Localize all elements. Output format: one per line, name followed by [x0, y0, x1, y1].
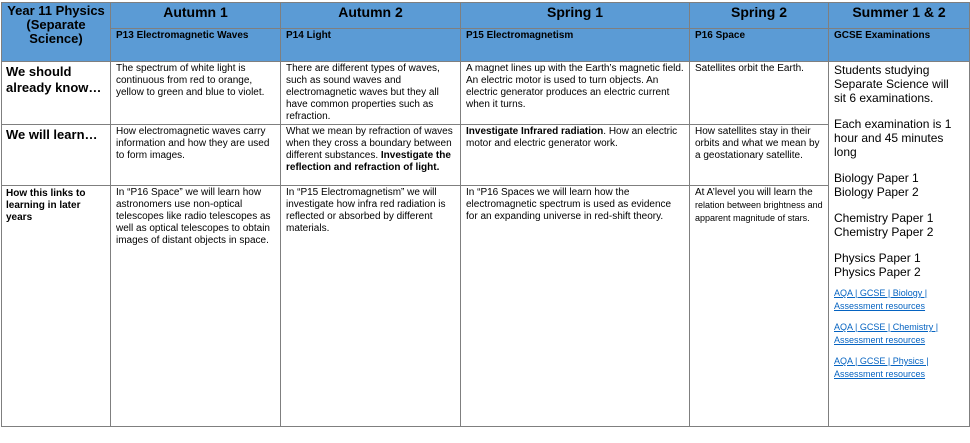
paper-physics-1: Physics Paper 1: [834, 251, 921, 265]
links-spring-1: In “P16 Spaces we will learn how the electromagnetic spectrum is used as evidence for an expanding universe in red-shift theory.: [461, 186, 690, 427]
links-spring-2: [690, 186, 829, 427]
link-aqa-chemistry[interactable]: AQA | GCSE | Chemistry | Assessment resources: [834, 322, 939, 345]
learn-spring-1: [461, 125, 690, 186]
topic-p15: P15 Electromagnetism: [461, 29, 690, 62]
paper-chemistry-2: Chemistry Paper 2: [834, 225, 934, 239]
topic-row: [2, 29, 970, 62]
learn-autumn-2: [281, 125, 461, 186]
links-autumn-2: In “P15 Electromagnetism” we will investigate how infra red radiation is reflected or absorbed by different materials.: [281, 186, 461, 427]
year-subject-title: Year 11 Physics (Separate Science): [2, 3, 111, 62]
row-label-links-later: How this links to learning in later years: [2, 186, 111, 427]
term-header-row: [2, 3, 970, 29]
link-aqa-physics[interactable]: AQA | GCSE | Physics | Assessment resources: [834, 356, 929, 379]
learn-autumn-2-investigate: Investigate the reflection and refraction of light.: [286, 150, 451, 173]
topic-gcse-exams: GCSE Examinations: [829, 29, 970, 62]
know-spring-1: A magnet lines up with the Earth’s magnetic field. An electric motor is used to turn objects. An electric generator produces an electric current when it turns.: [461, 62, 690, 125]
learn-spring-2: How satellites stay in their orbits and what we mean by a geostationary satellite.: [690, 125, 829, 186]
exam-duration: Each examination is 1 hour and 45 minutes long: [834, 117, 952, 159]
paper-biology-1: Biology Paper 1: [834, 171, 919, 185]
term-autumn-2: Autumn 2: [281, 3, 461, 29]
paper-biology-2: Biology Paper 2: [834, 185, 919, 199]
learn-autumn-1: How electromagnetic waves carry information and how they are used to form images.: [111, 125, 281, 186]
row-links-later: [2, 186, 970, 427]
summer-exams-cell: [829, 62, 970, 427]
row-label-will-learn: We will learn…: [2, 125, 111, 186]
row-already-know: [2, 62, 970, 125]
learn-autumn-2-text: What we mean by refraction of waves when they cross a boundary between different substances.: [286, 126, 453, 161]
links-spring-2-intro: At A’level you will learn the: [695, 187, 813, 198]
learn-spring-1-investigate: Investigate Infrared radiation: [466, 126, 604, 137]
topic-p16: P16 Space: [690, 29, 829, 62]
term-spring-1: Spring 1: [461, 3, 690, 29]
know-spring-2: Satellites orbit the Earth.: [690, 62, 829, 125]
paper-physics-2: Physics Paper 2: [834, 265, 921, 279]
topic-p14: P14 Light: [281, 29, 461, 62]
term-summer: Summer 1 & 2: [829, 3, 970, 29]
links-autumn-1: In “P16 Space” we will learn how astronomers use non-optical telescopes like radio telescopes as well as optical telescopes to obtain images of distant objects in space.: [111, 186, 281, 427]
paper-chemistry-1: Chemistry Paper 1: [834, 211, 934, 225]
term-autumn-1: Autumn 1: [111, 3, 281, 29]
know-autumn-2: There are different types of waves, such as sound waves and electromagnetic waves but they all have common properties such as refraction.: [281, 62, 461, 125]
curriculum-table: [1, 2, 970, 427]
learn-spring-1-text: . How an electric motor and electric generator work.: [466, 126, 678, 149]
row-label-already-know: We should already know…: [2, 62, 111, 125]
row-will-learn: [2, 125, 970, 186]
topic-p13: P13 Electromagnetic Waves: [111, 29, 281, 62]
links-spring-2-detail: relation between brightness and apparent magnitude of stars.: [695, 200, 823, 223]
term-spring-2: Spring 2: [690, 3, 829, 29]
exam-intro: Students studying Separate Science will sit 6 examinations.: [834, 63, 949, 105]
link-aqa-biology[interactable]: AQA | GCSE | Biology | Assessment resources: [834, 288, 928, 311]
know-autumn-1: The spectrum of white light is continuous from red to orange, yellow to green and blue to violet.: [111, 62, 281, 125]
